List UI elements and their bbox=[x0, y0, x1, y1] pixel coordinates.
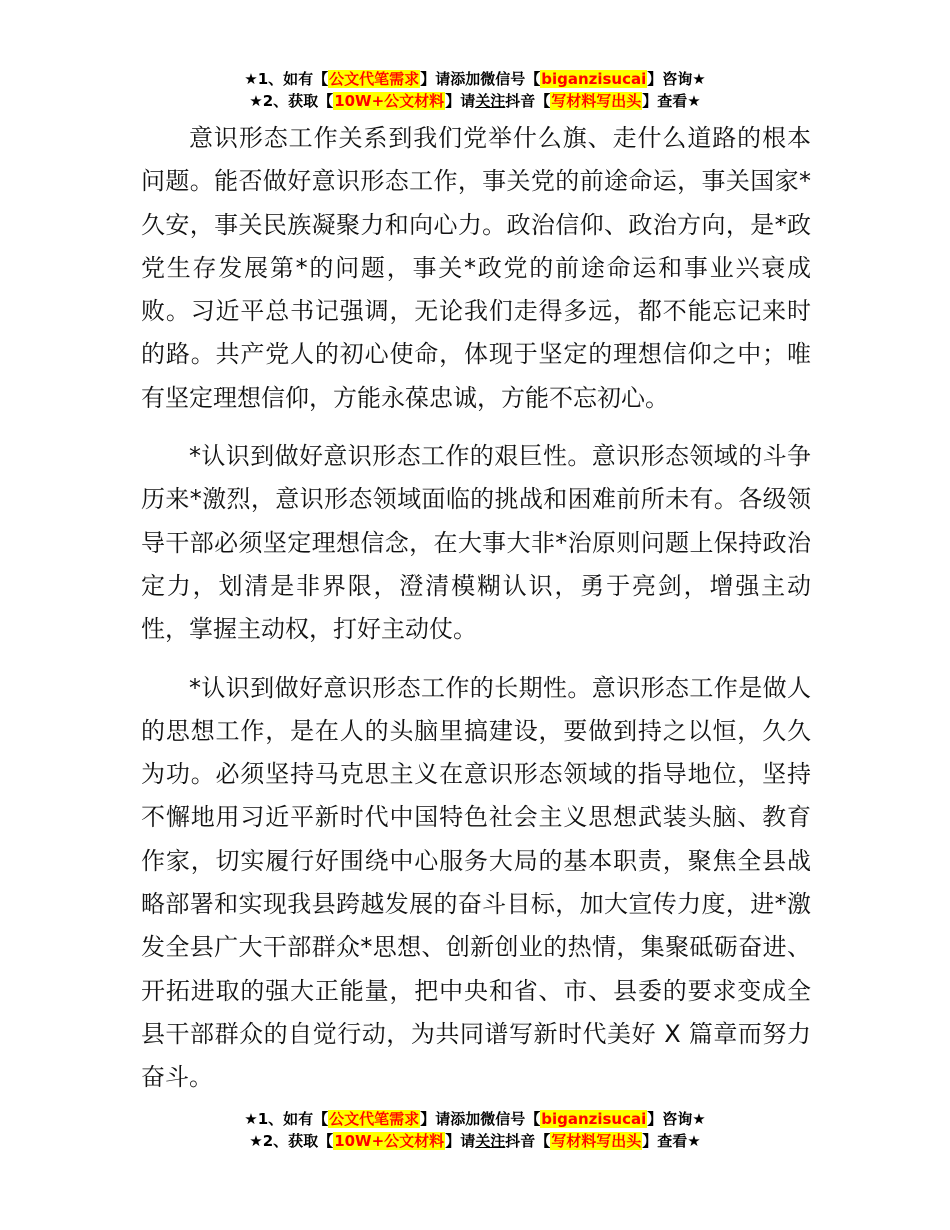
paragraph-2: *认识到做好意识形态工作的艰巨性。意识形态领域的斗争历来*激烈，意识形态领域面临的挑战和困难前所未有。各级领导干部必须坚定理想信念，在大事大非*治原则问题上保持政治定力，划清是非界限，澄清模糊认识，勇于亮剑，增强主动性，掌握主动权，打好主动仗。 bbox=[141, 442, 811, 644]
banner-text: 】咨询★ bbox=[647, 70, 706, 88]
footer-banner bbox=[0, 1108, 950, 1152]
banner-line-2 bbox=[0, 1130, 950, 1152]
paragraph-3: *认识到做好意识形态工作的长期性。意识形态工作是做人的思想工作，是在人的头脑里搞建设，要做到持之以恒，久久为功。必须坚持马克思主义在意识形态领域的指导地位，坚持不懈地用习近平新时代中国特色社会主义思想武装头脑、教育作家，切实履行好围绕中心服务大局的基本职责，聚焦全县战略部署和实现我县跨越发展的奋斗目标，加大宣传力度，进*激发全县广大干部群众*思想、创新创业的热情，集聚砥砺奋进、开拓进取的强大正能量，把中央和省、市、县委的要求变成全县干部群众的自觉行动，为共同谱写新时代美好 X 篇章而努力奋斗。 bbox=[141, 673, 811, 1092]
banner-text: 】查看★ bbox=[642, 1132, 701, 1150]
banner-line-1 bbox=[0, 1108, 950, 1130]
highlight-wechat-id: biganzisucai bbox=[541, 70, 647, 88]
underlined-follow: 关注 bbox=[475, 1132, 506, 1150]
highlight-wechat-id: biganzisucai bbox=[541, 1110, 647, 1128]
banner-text: 】请 bbox=[445, 92, 476, 110]
paragraph-1: 意识形态工作关系到我们党举什么旗、走什么道路的根本问题。能否做好意识形态工作，事关党的前途命运，事关国家*久安，事关民族凝聚力和向心力。政治信仰、政治方向，是*政党生存发展第*的问题，事关*政党的前途命运和事业兴衰成败。习近平总书记强调，无论我们走得多远，都不能忘记来时的路。共产党人的初心使命，体现于坚定的理想信仰之中；唯有坚定理想信仰，方能永葆忠诚，方能不忘初心。 bbox=[141, 124, 811, 412]
highlight-ghostwriting: 公文代笔需求 bbox=[329, 70, 420, 88]
banner-line-1 bbox=[0, 68, 950, 90]
underlined-follow: 关注 bbox=[475, 92, 506, 110]
highlight-materials: 10W+公文材料 bbox=[334, 1132, 445, 1150]
header-banner bbox=[0, 68, 950, 112]
document-body bbox=[141, 117, 811, 1115]
banner-text: 抖音【 bbox=[505, 1132, 551, 1150]
banner-text: ★2、获取【 bbox=[249, 92, 334, 110]
banner-text: 】请添加微信号【 bbox=[420, 1110, 541, 1128]
banner-text: ★1、如有【 bbox=[244, 1110, 329, 1128]
highlight-douyin-account: 写材料写出头 bbox=[551, 1132, 642, 1150]
banner-line-2 bbox=[0, 90, 950, 112]
banner-text: 】查看★ bbox=[642, 92, 701, 110]
banner-text: 抖音【 bbox=[505, 92, 551, 110]
banner-text: 】请添加微信号【 bbox=[420, 70, 541, 88]
banner-text: 】咨询★ bbox=[647, 1110, 706, 1128]
highlight-douyin-account: 写材料写出头 bbox=[551, 92, 642, 110]
banner-text: ★2、获取【 bbox=[249, 1132, 334, 1150]
banner-text: ★1、如有【 bbox=[244, 70, 329, 88]
banner-text: 】请 bbox=[445, 1132, 476, 1150]
highlight-materials: 10W+公文材料 bbox=[334, 92, 445, 110]
highlight-ghostwriting: 公文代笔需求 bbox=[329, 1110, 420, 1128]
